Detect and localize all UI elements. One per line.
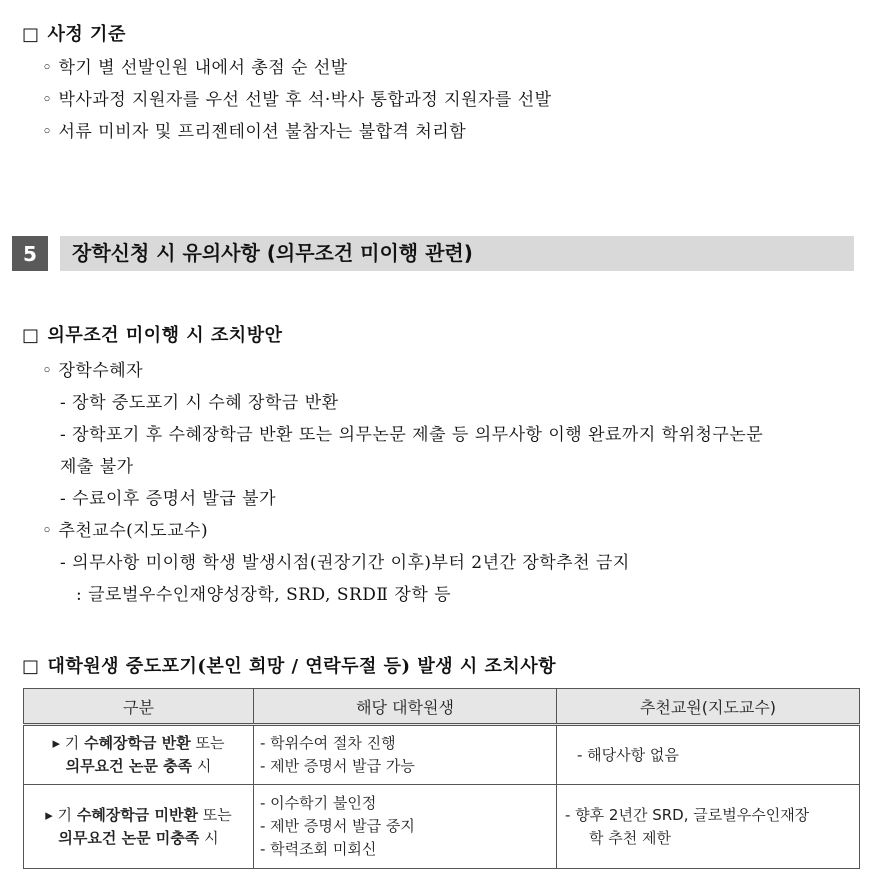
recipient-label-text: 장학수혜자: [58, 361, 144, 381]
cell-line: - 이수학기 불인정: [260, 794, 377, 812]
triangle-bullet-icon: ▸: [52, 734, 61, 752]
cell-line: - 제반 증명서 발급 중지: [260, 817, 415, 835]
student-cell: [254, 785, 557, 869]
section-number: 5: [12, 236, 48, 271]
dropout-heading: [22, 652, 556, 678]
cell-line: - 해당사항 없음: [577, 745, 679, 764]
column-header: 구분: [24, 689, 254, 725]
cell-line: - 제반 증명서 발급 가능: [260, 757, 415, 775]
condition-cell: [24, 725, 254, 785]
condition-connector: 또는: [195, 734, 225, 752]
column-header: 추천교원(지도교수): [557, 689, 860, 725]
screening-item-text: 학기 별 선발인원 내에서 총점 순 선발: [58, 58, 348, 78]
section-header: [12, 236, 854, 271]
condition-bold: 의무요건 논문 충족: [65, 757, 193, 775]
screening-item-text: 서류 미비자 및 프리젠테이션 불참자는 불합격 처리함: [58, 122, 467, 142]
advisor-item: - 의무사항 미이행 학생 발생시점(권장기간 이후)부터 2년간 장학추천 금지: [60, 553, 630, 573]
condition-bold: 의무요건 논문 미충족: [58, 828, 200, 847]
advisor-item-note: : 글로벌우수인재양성장학, SRD, SRDⅡ 장학 등: [76, 585, 452, 605]
condition-bold: 수혜장학금 미반환: [76, 805, 198, 824]
condition-prefix: 기: [57, 805, 73, 824]
circle-bullet-icon: ◦: [42, 521, 53, 541]
screening-item: [42, 53, 348, 78]
advisor-label-text: 추천교수(지도교수): [58, 521, 209, 541]
obligation-heading-text: 의무조건 미이행 시 조치방안: [47, 325, 283, 346]
condition-cell: [24, 785, 254, 869]
checkbox-square-icon: □: [22, 24, 40, 45]
condition-prefix: 기: [64, 734, 80, 752]
recipient-label: [42, 356, 143, 381]
student-cell: [254, 725, 557, 785]
cell-line: 학 추천 제한: [589, 828, 671, 847]
condition-suffix: 시: [204, 828, 219, 847]
table-header-row: [24, 689, 860, 725]
condition-suffix: 시: [196, 757, 212, 775]
screening-item: [42, 85, 552, 110]
recipient-item: - 장학포기 후 수혜장학금 반환 또는 의무논문 제출 등 의무사항 이행 완료까지 학위청구논문: [60, 425, 764, 445]
dropout-measures-table: [23, 688, 860, 869]
obligation-heading: [22, 321, 282, 347]
screening-item: [42, 117, 466, 142]
advisor-cell: [557, 785, 860, 869]
checkbox-square-icon: □: [22, 656, 40, 677]
cell-line: - 향후 2년간 SRD, 글로벌우수인재장: [565, 805, 810, 824]
column-header: 해당 대학원생: [254, 689, 557, 725]
screening-item-text: 박사과정 지원자를 우선 선발 후 석·박사 통합과정 지원자를 선발: [58, 90, 552, 110]
screening-heading-text: 사정 기준: [47, 24, 126, 45]
circle-bullet-icon: ◦: [42, 361, 53, 381]
dropout-heading-text: 대학원생 중도포기(본인 희망 / 연락두절 등) 발생 시 조치사항: [47, 656, 557, 677]
circle-bullet-icon: ◦: [42, 58, 53, 78]
section-title: 장학신청 시 유의사항 (의무조건 미이행 관련): [72, 241, 473, 265]
advisor-cell: [557, 725, 860, 785]
condition-connector: 또는: [202, 805, 232, 824]
cell-line: - 학력조회 미회신: [260, 840, 377, 858]
recipient-item-continued: 제출 불가: [60, 457, 134, 477]
circle-bullet-icon: ◦: [42, 90, 53, 110]
checkbox-square-icon: □: [22, 325, 40, 346]
recipient-item: - 수료이후 증명서 발급 불가: [60, 489, 277, 509]
advisor-label: [42, 516, 208, 541]
condition-bold: 수혜장학금 반환: [84, 734, 191, 752]
table-row: [24, 785, 860, 869]
screening-heading: [22, 20, 126, 46]
recipient-item: - 장학 중도포기 시 수혜 장학금 반환: [60, 393, 339, 413]
cell-line: - 학위수여 절차 진행: [260, 734, 396, 752]
table-row: [24, 725, 860, 785]
triangle-bullet-icon: ▸: [45, 805, 53, 824]
circle-bullet-icon: ◦: [42, 122, 53, 142]
